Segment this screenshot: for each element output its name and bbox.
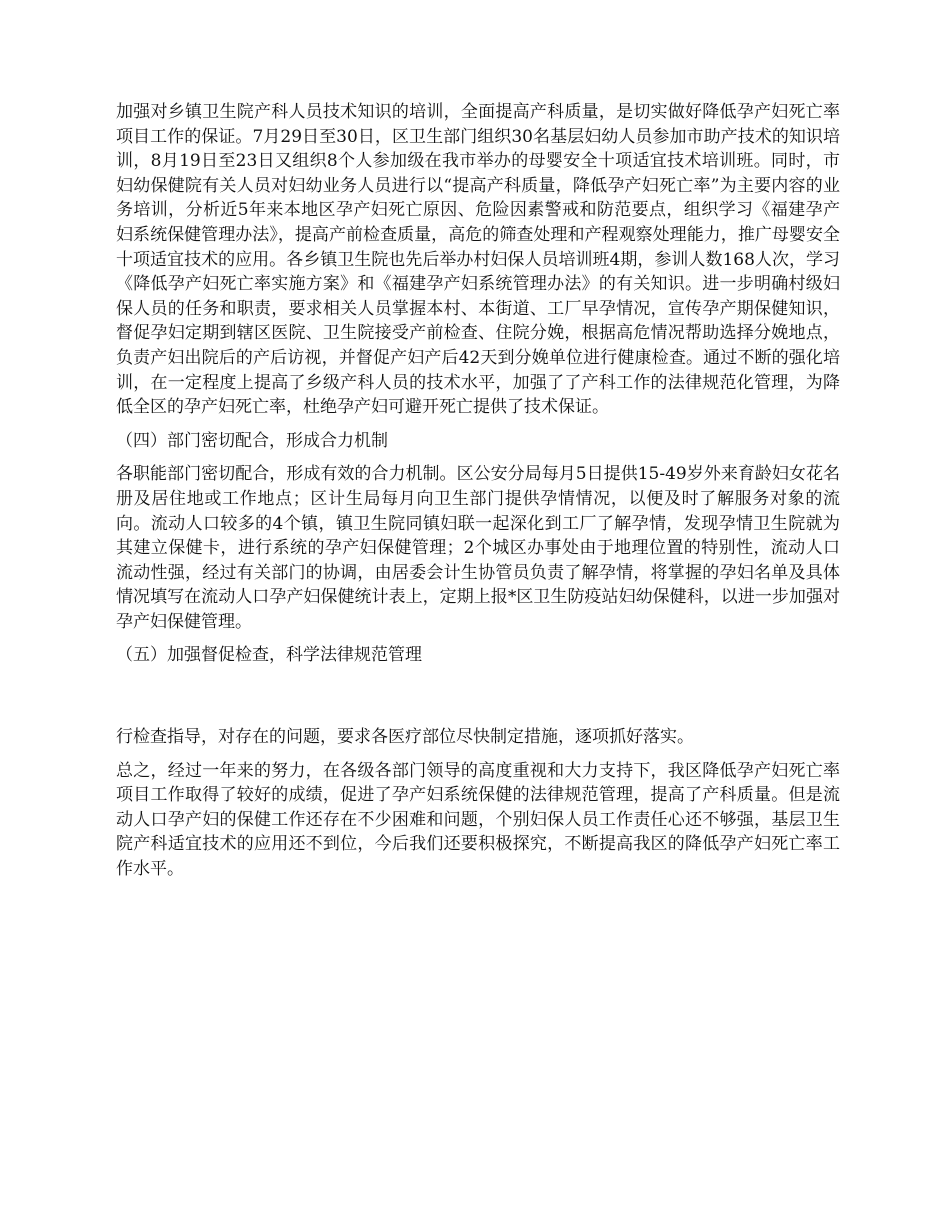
section-heading-4: （四）部门密切配合，形成合力机制 <box>116 430 388 451</box>
paragraph-conclusion: 总之，经过一年来的努力，在各级各部门领导的高度重视和大力支持下，我区降低孕产妇死亡率项目工作取得了较好的成绩，促进了孕产妇系统保健的法律规范管理，提高了产科质量。但是流动人口孕产妇的保健工作还存在不少困难和问题，个别妇保人员工作责任心还不够强，基层卫生院产科适宜技术的应用还不到位，今后我们还要积极探究，不断提高我区的降低孕产妇死亡率工作水平。 <box>116 760 840 880</box>
paragraph-inspection: 行检查指导，对存在的问题，要求各医疗部位尽快制定措施，逐项抓好落实。 <box>116 727 694 748</box>
paragraph-training: 加强对乡镇卫生院产科人员技术知识的培训，全面提高产科质量，是切实做好降低孕产妇死亡率项目工作的保证。7月29日至30日，区卫生部门组织30名基层妇幼人员参加市助产技术的知识培训，8月19日至23日又组织8个人参加级在我市举办的母婴安全十项适宜技术培训班。同时，市妇幼保健院有关人员对妇幼业务人员进行以“提高产科质量，降低孕产妇死亡率”为主要内容的业务培训，分析近5年来本地区孕产妇死亡原因、危险因素警戒和防范要点，组织学习《福建孕产妇系统保健管理办法》，提高产前检查质量，高危的筛查处理和产程观察处理能力，推广母婴安全十项适宜技术的应用。各乡镇卫生院也先后举办村妇保人员培训班4期，参训人数168人次，学习《降低孕产妇死亡率实施方案》和《福建孕产妇系统管理办法》的有关知识。进一步明确村级妇保人员的任务和职责，要求相关人员掌握本村、本街道、工厂早孕情况，宣传孕产期保健知识，督促孕妇定期到辖区医院、卫生院接受产前检查、住院分娩，根据高危情况帮助选择分娩地点，负责产妇出院后的产后访视，并督促产妇产后42天到分娩单位进行健康检查。通过不断的强化培训，在一定程度上提高了乡级产科人员的技术水平，加强了了产科工作的法律规范化管理，为降低全区的孕产妇死亡率，杜绝孕产妇可避开死亡提供了技术保证。 <box>116 102 840 418</box>
document-body <box>116 100 840 891</box>
blank-gap <box>116 677 840 725</box>
paragraph-cooperation: 各职能部门密切配合，形成有效的合力机制。区公安分局每月5日提供15-49岁外来育龄妇女花名册及居住地或工作地点；区计生局每月向卫生部门提供孕情情况，以便及时了解服务对象的流向。流动人口较多的4个镇，镇卫生院同镇妇联一起深化到工厂了解孕情，发现孕情卫生院就为其建立保健卡，进行系统的孕产妇保健管理；2个城区办事处由于地理位置的特别性，流动人口流动性强，经过有关部门的协调，由居委会计生协管员负责了解孕情，将掌握的孕妇名单及具体情况填写在流动人口孕产妇保健统计表上，定期上报*区卫生防疫站妇幼保健科，以进一步加强对孕产妇保健管理。 <box>116 464 840 632</box>
section-heading-5: （五）加强督促检查，科学法律规范管理 <box>116 645 422 666</box>
